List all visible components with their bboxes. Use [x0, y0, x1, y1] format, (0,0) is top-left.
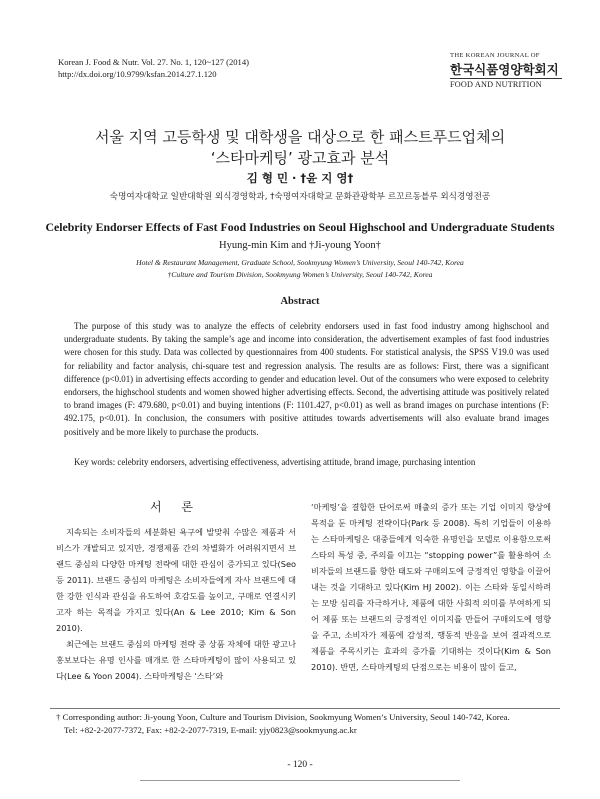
footnote [56, 711, 556, 736]
affiliation-ko: 숙명여자대학교 일반대학원 외식경영학과, †숙명여자대학교 문화관광학부 르꼬르동블루 외식경영전공 [109, 192, 491, 202]
journal-brand-ko: 한국식품영양학회지 [450, 62, 559, 77]
title-ko-line2: ‘스타마케팅’ 광고효과 분석 [210, 149, 390, 167]
abstract-text: The purpose of this study was to analyze the effects of celebrity endorsers used in fast food industry among highschool and undergraduate students. By taking the sample’s age and income into consideration, the advertisement examples of fast food industries were chosen for this study. Data was collected by questionnaires from 400 students. For statistical analysis, the SPSS V19.0 was used for reliability and factor analysis, chi-square test and regression analysis. The results are as follows: First, there was a significant difference (p<0.01) in advertising effects according to gender and education level. Out of the consumers who were exposed to celebrity endorsers, the highschool students and women showed higher advertising effects. Second, the advertising attitude was positively related to brand images (F: 479.680, p<0.01) and buying intentions (F: 1101.427, p<0.01) as well as brand images on purchase intentions (F: 492.175, p<0.01). In conclusion, the consumers with positive attitudes towards advertisements will also evaluate brand images positively and be more likely to purchase the products. [64, 321, 549, 437]
authors-ko: 김 형 민 · †윤 지 영† [246, 171, 354, 185]
right-col-paragraph-1: ‘마케팅’을 결합한 단어로써 매출의 증가 또는 기업 이미지 향상에 목적을 둔 마케팅 전략이다(Park 등 2008). 특히 기업들이 이용하는 스타마케팅은 대중들에게 익숙한 유명인을 모델로 이용함으로써 스타의 특성 중, 주의를 이끄는 “stopping power”를 활용하여 소비자들의 브랜드를 향한 태도와 구매의도에 긍정적인 영향을 이끌어 내는 것을 기대하고 있다(Kim HJ 2002). 이는 스타와 동일시하려는 모방 심리를 자극하거나, 제품에 대한 사회적 의미를 부여하게 되어 제품 또는 브랜드의 긍정적인 이미지를 만들어 구매의도에 영향을 주고, 소비자가 제품에 감성적, 행동적 반응을 보여 결과적으로 제품을 주목시키는 효과의 증가를 기대하는 것이다(Kim & Son 2010). 반면, 스타마케팅의 단점으로는 비용이 많이 들고, [311, 502, 551, 672]
intro-heading: 서 론 [150, 500, 201, 514]
footnote-line-1: † Corresponding author: Ji-young Yoon, Culture and Tourism Division, Sookmyung Women’s University, Seoul 140-742, Korea. [56, 712, 510, 722]
right-column [311, 499, 551, 675]
page-number: - 120 - [287, 760, 313, 770]
page-rule [140, 780, 460, 781]
title-en: Celebrity Endorser Effects of Fast Food Industries on Seoul Highschool and Undergraduate Students [45, 220, 555, 234]
affiliation-en-1: Hotel & Restaurant Management, Graduate School, Sookmyung Women’s University, Seoul 140-742, Korea [136, 258, 464, 267]
doi-link[interactable]: http://dx.doi.org/10.9799/ksfan.2014.27.1.120 [58, 69, 217, 79]
left-col-paragraph-1: 지속되는 소비자들의 세분화된 욕구에 발맞춰 수많은 제품과 서비스가 개발되고 있지만, 경쟁제품 간의 차별화가 어려워지면서 브랜드 중심의 다양한 마케팅 전략에 대한 관심이 증가되고 있다(Seo 등 2011). 브랜드 중심의 마케팅은 소비자들에게 자사 브랜드에 대한 강한 인식과 관심을 유도하여 호감도를 높이고, 구매로 연결시키고자 하는 목적을 가지고 있다(An & Lee 2010; Kim & Son 2010). [56, 527, 296, 633]
keywords: Key words: celebrity endorsers, advertising effectiveness, advertising attitude, brand image, purchasing intention [74, 457, 476, 467]
footnote-line-2: Tel: +82-2-2077-7372, Fax: +82-2-2077-7319, E-mail: yjy0823@sookmyung.ac.kr [64, 724, 357, 735]
left-column [56, 524, 296, 684]
left-col-paragraph-2: 최근에는 브랜드 중심의 마케팅 전략 중 상품 자체에 대한 광고나 홍보보다는 유명 인사를 매개로 한 스타마케팅이 많이 사용되고 있다(Lee & Yoon 2004). 스타마케팅은 ‘스타’와 [56, 639, 296, 681]
journal-brand-en-bottom: FOOD AND NUTRITION [450, 78, 562, 89]
journal-brand [450, 52, 562, 89]
abstract-heading: Abstract [280, 296, 320, 307]
title-ko-line1: 서울 지역 고등학생 및 대학생을 대상으로 한 패스트푸드업체의 [94, 128, 506, 146]
authors-en: Hyung-min Kim and †Ji-young Yoon† [219, 240, 381, 251]
journal-brand-en-top: THE KOREAN JOURNAL OF [450, 52, 540, 59]
journal-citation: Korean J. Food & Nutr. Vol. 27. No. 1, 120~127 (2014) [58, 57, 250, 67]
affiliation-en-2: †Culture and Tourism Division, Sookmyung Women’s University, Seoul 140-742, Korea [167, 270, 433, 279]
footnote-rule [50, 708, 560, 709]
